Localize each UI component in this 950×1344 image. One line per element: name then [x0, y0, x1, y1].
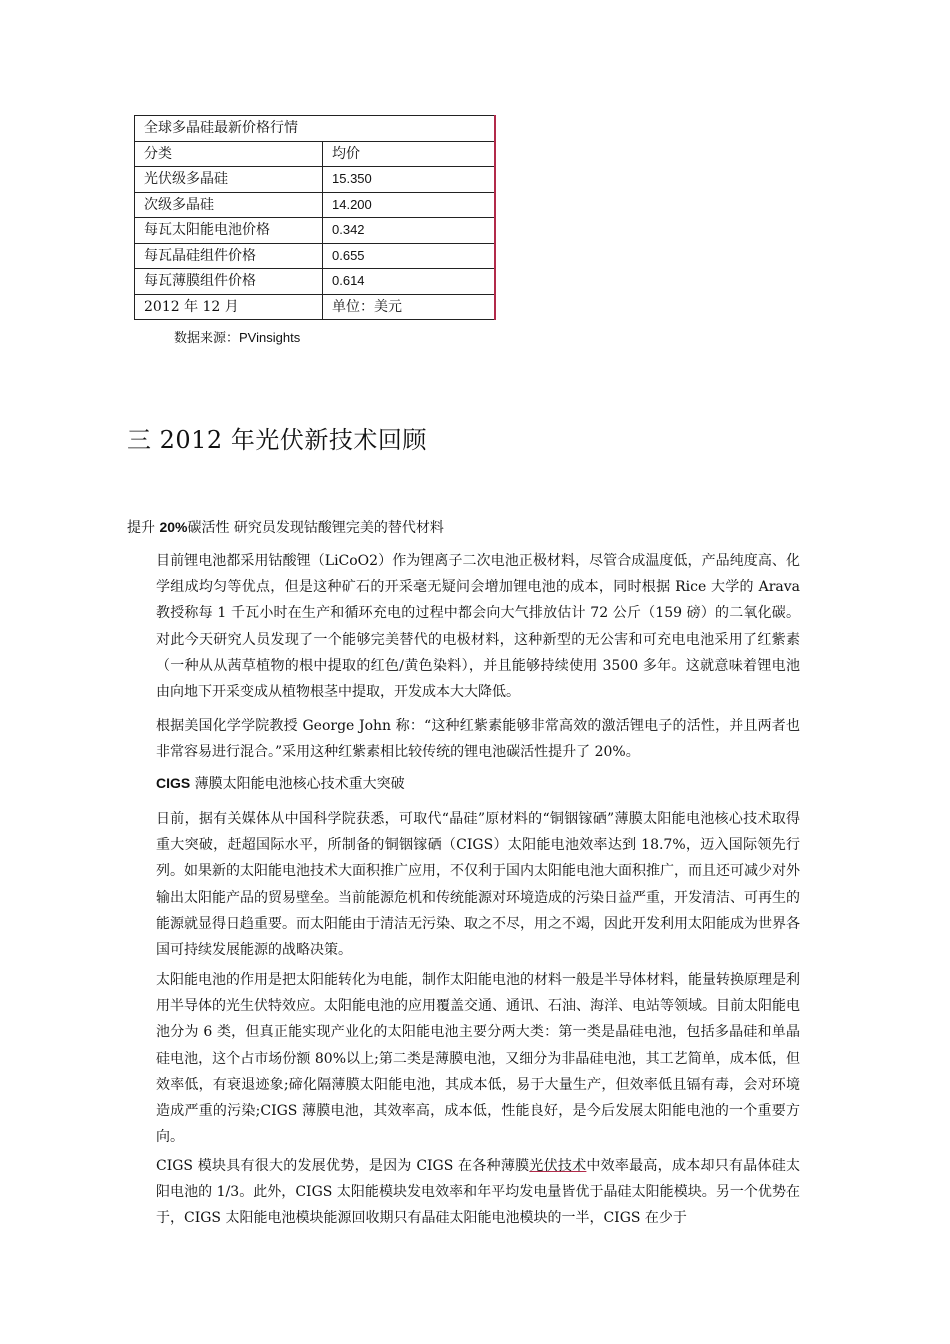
row-category: 每瓦太阳能电池价格 — [135, 218, 323, 244]
paragraph-text: 中效率最高，成本却只有晶体硅太阳电池的 1/3。此外，CIGS 太阳能模块发电效率和年平均发电量皆优于晶硅太阳能模块。另一个优势在于，CIGS 太阳能电池模块能源回收期只有晶硅太阳能电池模块的一半，CIGS 在少于 — [156, 1158, 801, 1227]
table-row — [135, 243, 496, 269]
article-heading-2 — [156, 773, 405, 793]
heading-text: 提升 — [127, 520, 160, 536]
table-row — [135, 192, 496, 218]
row-category: 每瓦薄膜组件价格 — [135, 269, 323, 295]
header-price: 均价 — [323, 141, 496, 167]
row-category: 光伏级多晶硅 — [135, 167, 323, 193]
article-heading-1 — [127, 517, 444, 537]
pv-technology-link[interactable]: 光伏技术 — [529, 1158, 587, 1174]
header-category: 分类 — [135, 141, 323, 167]
price-table — [134, 115, 496, 320]
row-price: 15.350 — [323, 167, 496, 193]
table-row — [135, 167, 496, 193]
heading-text: 碳活性 研究员发现钴酸锂完美的替代材料 — [187, 520, 444, 536]
article1-paragraph-1: 目前锂电池都采用钴酸锂（LiCoO2）作为锂离子二次电池正极材料，尽管合成温度低，产品纯度高、化学组成均匀等优点，但是这种矿石的开采毫无疑问会增加锂电池的成本，同时根据 Rice 大学的 Arava 教授称每 1 千瓦小时在生产和循环充电的过程中都会向大气排放估计 72 公斤（159 磅）的二氧化碳。对此今天研究人员发现了一个能够完美替代的电极材料，这种新型的无公害和可充电电池采用了红紫素（一种从从茜草植物的根中提取的红色/黄色染料），并且能够持续使用 3500 多年。这就意味着锂电池由向地下开采变成从植物根茎中提取，开发成本大大降低。 — [156, 553, 800, 701]
heading-bold-text: CIGS — [156, 775, 191, 791]
table-row — [135, 269, 496, 295]
heading-text: 薄膜太阳能电池核心技术重大突破 — [190, 776, 405, 792]
row-unit: 单位：美元 — [323, 294, 496, 320]
article1-paragraph-2: 根据美国化学学院教授 George John 称：“这种红紫素能够非常高效的激活锂电子的活性，并且两者也非常容易进行混合。”采用这种红紫素相比较传统的锂电池碳活性提升了 20%。 — [156, 718, 800, 761]
row-category: 次级多晶硅 — [135, 192, 323, 218]
row-price: 14.200 — [323, 192, 496, 218]
article2-paragraph-1: 日前，据有关媒体从中国科学院获悉，可取代“晶硅”原材料的“铜铟镓硒”薄膜太阳能电池核心技术取得重大突破，赶超国际水平，所制备的铜铟镓硒（CIGS）太阳能电池效率达到 18.7%，迈入国际领先行列。如果新的太阳能电池技术大面积推广应用，不仅利于国内太阳能电池大面积推广，而且还可减少对外输出太阳能产品的贸易壁垒。当前能源危机和传统能源对环境造成的污染日益严重，开发清洁、可再生的能源就显得日趋重要。而太阳能由于清洁无污染、取之不尽，用之不竭，因此开发利用太阳能成为世界各国可持续发展能源的战略决策。 — [156, 811, 800, 959]
table-title: 全球多晶硅最新价格行情 — [135, 116, 496, 142]
row-price: 0.342 — [323, 218, 496, 244]
paragraph-text: CIGS 模块具有很大的发展优势，是因为 CIGS 在各种薄膜 — [156, 1158, 530, 1174]
source-label: 数据来源： — [174, 331, 240, 346]
heading-bold-text: 20% — [159, 519, 188, 535]
row-price: 0.655 — [323, 243, 496, 269]
source-value: PVinsights — [239, 330, 301, 345]
article2-paragraph-2: 太阳能电池的作用是把太阳能转化为电能，制作太阳能电池的材料一般是半导体材料，能量转换原理是利用半导体的光生伏特效应。太阳能电池的应用覆盖交通、通讯、石油、海洋、电站等领域。目前太阳能电池分为 6 类，但真正能实现产业化的太阳能电池主要分两大类：第一类是晶硅电池，包括多晶硅和单晶硅电池，这个占市场份额 80%以上;第二类是薄膜电池，又细分为非晶硅电池，其工艺简单，成本低，但效率低，有衰退迹象;碲化隔薄膜太阳能电池，其成本低，易于大量生产，但效率低且镉有毒，会对环境造成严重的污染;CIGS 薄膜电池，其效率高，成本低，性能良好，是今后发展太阳能电池的一个重要方向。 — [156, 972, 800, 1146]
table-row — [135, 218, 496, 244]
table-title-row — [135, 116, 496, 142]
section-title: 三 2012 年光伏新技术回顾 — [127, 426, 427, 454]
table-row — [135, 294, 496, 320]
data-source-note — [174, 327, 300, 346]
article2-paragraph-3 — [156, 1153, 800, 1232]
row-price: 0.614 — [323, 269, 496, 295]
row-date: 2012 年 12 月 — [135, 294, 323, 320]
table-header-row — [135, 141, 496, 167]
row-category: 每瓦晶硅组件价格 — [135, 243, 323, 269]
